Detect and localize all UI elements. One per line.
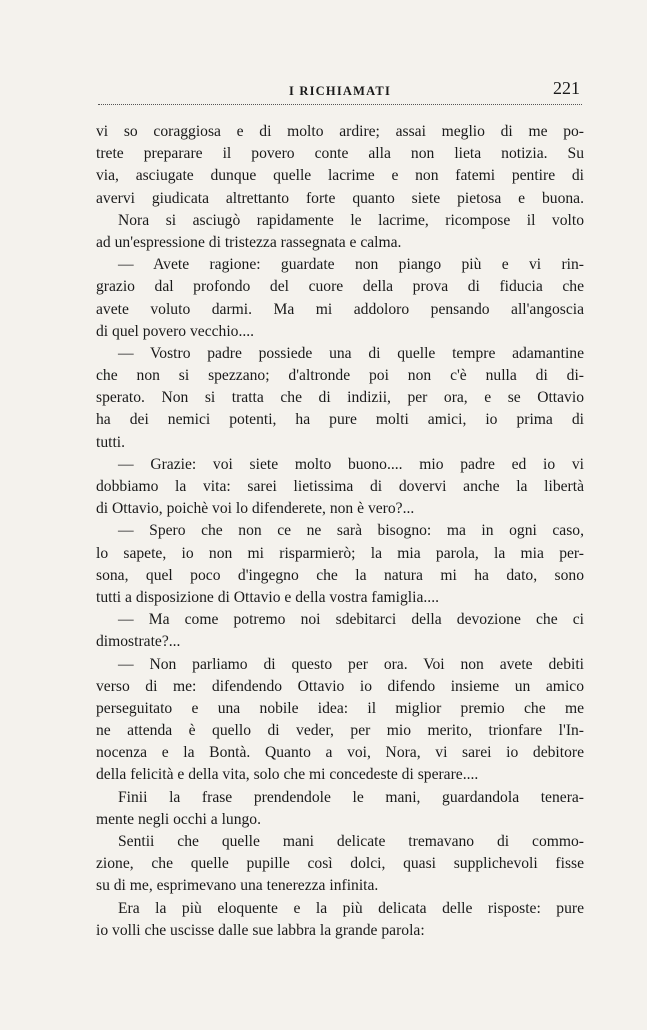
header-divider — [98, 104, 582, 105]
text-line: verso di me: difendendo Ottavio io difendo insieme un amico — [96, 677, 584, 695]
text-line: via, asciugate dunque quelle lacrime e non fatemi pentire di — [96, 167, 584, 185]
text-line: Sentii che quelle mani delicate tremavano di commo- — [118, 833, 584, 850]
text-line: avete voluto darmi. Ma mi addoloro pensando all'angoscia — [96, 300, 584, 318]
text-line: — Vostro padre possiede una di quelle tempre adamantine — [118, 344, 584, 362]
text-line: Finii la frase prendendole le mani, guardandola tenera- — [118, 788, 584, 806]
text-line: ne attenda è quello di veder, per mio merito, trionfare l'In- — [96, 722, 584, 740]
text-line: Era la più eloquente e la più delicata delle risposte: pure — [118, 899, 584, 917]
text-line: — Grazie: voi siete molto buono.... mio padre ed io vi — [118, 455, 584, 473]
text-line: dimostrate?... — [96, 633, 181, 651]
text-line: di quel povero vecchio.... — [96, 322, 255, 340]
text-line: vi so coraggiosa e di molto ardire; assai meglio di me po- — [96, 123, 584, 140]
text-line: — Non parliamo di questo per ora. Voi non avete debiti — [118, 655, 584, 673]
text-line: — Spero che non ce ne sarà bisogno: ma in ogni caso, — [118, 522, 584, 540]
text-line: della felicità e della vita, solo che mi concedeste di sperare.... — [96, 766, 479, 784]
running-title: I RICHIAMATI — [288, 84, 392, 98]
page-number: 221 — [553, 78, 580, 98]
text-line: tutti. — [96, 433, 126, 451]
text-line: ha dei nemici potenti, ha pure molti amici, io prima di — [96, 411, 584, 429]
text-line: mente negli occhi a lungo. — [96, 810, 261, 828]
body-text — [96, 121, 584, 942]
text-line: trete preparare il povero conte alla non lieta notizia. Su — [96, 145, 584, 163]
text-line: perseguitato e una nobile idea: il miglior premio che me — [96, 699, 584, 717]
text-line: dobbiamo la vita: sarei lietissima di dovervi anche la libertà — [96, 478, 584, 495]
page-header — [100, 78, 580, 102]
text-line: su di me, esprimevano una tenerezza infinita. — [96, 877, 379, 895]
text-line: zione, che quelle pupille così dolci, quasi supplichevoli fisse — [96, 855, 584, 873]
text-line: — Avete ragione: guardate non piango più e vi rin- — [118, 256, 584, 274]
text-line: sona, quel poco d'ingegno che la natura mi ha dato, sono — [96, 566, 584, 584]
text-line: tutti a disposizione di Ottavio e della vostra famiglia.... — [96, 588, 439, 606]
text-line: di Ottavio, poichè voi lo difenderete, non è vero?... — [96, 500, 415, 518]
text-line: che non si spezzano; d'altronde poi non c'è nulla di di- — [96, 367, 584, 385]
text-line: io volli che uscisse dalle sue labbra la grande parola: — [96, 921, 425, 939]
text-line: sperato. Non si tratta che di indizii, per ora, e se Ottavio — [96, 389, 584, 407]
text-line: — Ma come potremo noi sdebitarci della devozione che ci — [118, 611, 584, 629]
text-line: lo sapete, io non mi risparmierò; la mia parola, la mia per- — [96, 544, 584, 562]
text-line: grazio dal profondo del cuore della prova di fiducia che — [96, 278, 584, 296]
text-line: nocenza e la Bontà. Quanto a voi, Nora, vi sarei io debitore — [96, 744, 584, 762]
text-line: Nora si asciugò rapidamente le lacrime, ricompose il volto — [118, 211, 584, 229]
text-line: ad un'espressione di tristezza rassegnata e calma. — [96, 233, 402, 251]
text-line: avervi giudicata altrettanto forte quanto siete pietosa e buona. — [96, 189, 584, 207]
